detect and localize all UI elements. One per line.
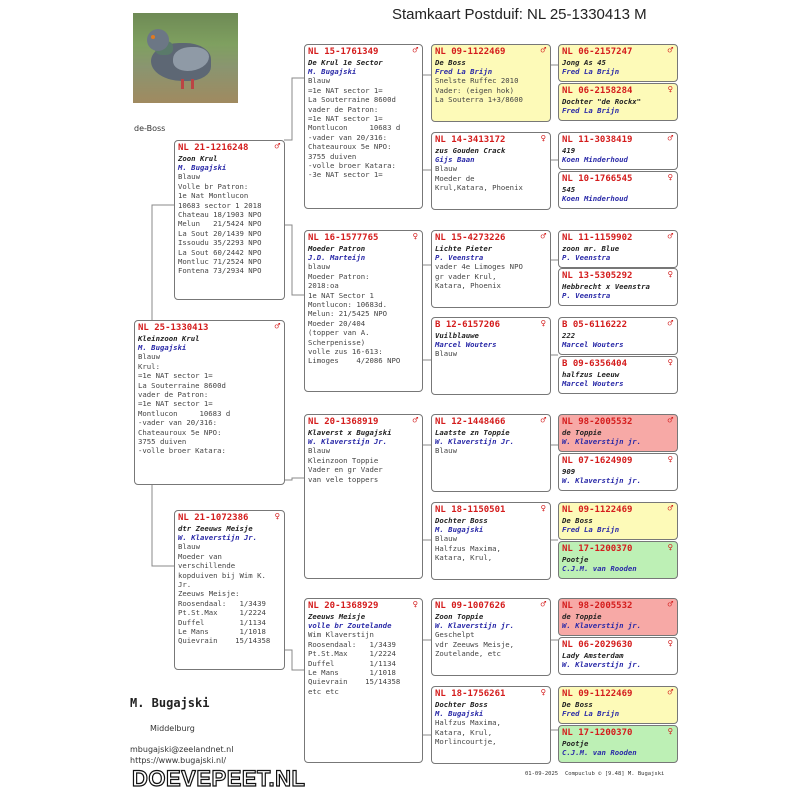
sex-icon: ♂	[540, 416, 546, 426]
pigeon-info-line: Chateau 18/1903 NPO	[178, 209, 262, 219]
ring-number: NL 09-1007626	[435, 601, 506, 611]
pigeon-info-line: vader de Patron:	[138, 389, 209, 399]
pigeon-info-line: Blauw	[308, 446, 330, 456]
ring-number: NL 06-2157247	[562, 47, 633, 57]
sex-icon: ♂	[667, 319, 673, 329]
pigeon-name: de Toppie	[562, 611, 602, 621]
pigeon-card-father-mother[interactable]	[304, 230, 423, 392]
pigeon-name: Hebbrecht x Veenstra	[562, 281, 650, 291]
pigeon-info-line: gr vader Krul,	[435, 271, 497, 281]
pigeon-info-line: Katara, Krul,	[435, 727, 493, 737]
pigeon-info-line: 3755 duiven	[308, 151, 357, 161]
pigeon-info-line: etc etc	[308, 686, 339, 696]
owner-name: W. Klaverstijn Jr.	[308, 436, 388, 446]
pigeon-card-gen5-8[interactable]	[558, 356, 678, 394]
pigeon-name: Pootje	[562, 738, 589, 748]
ring-number: NL 17-1200370	[562, 728, 633, 738]
pigeon-info-line: Blauw	[435, 164, 457, 174]
pigeon-name: Zeeuws Meisje	[308, 611, 366, 621]
pigeon-name: Lichte Pieter	[435, 243, 493, 253]
pigeon-name: Klaverst x Bugajski	[308, 427, 392, 437]
pigeon-name: Pootje	[562, 554, 589, 564]
pigeon-info-line: Blauw	[138, 352, 160, 362]
pigeon-name: 909	[562, 466, 576, 476]
pigeon-info-line: Duffel 1/1134	[308, 658, 396, 668]
pigeon-info-line: blauw	[308, 262, 330, 272]
pigeon-info-line: Katara, Phoenix	[435, 281, 501, 291]
pigeon-info-line: Scherpenisse)	[308, 337, 366, 347]
pigeon-name: Dochter "de Rockx"	[562, 96, 642, 106]
page-title: Stamkaart Postduif: NL 25-1330413 M	[392, 6, 647, 23]
pigeon-card-mother-mother[interactable]	[304, 598, 423, 763]
pigeon-name: Dochter Boss	[435, 515, 488, 525]
footer-credit: Compuclub © [9.48] M. Bugajski	[565, 771, 665, 777]
sex-icon: ♂	[540, 46, 546, 56]
owner-name: M. Bugajski	[178, 162, 227, 172]
footer-date: 01-09-2025	[525, 771, 559, 777]
pigeon-info-line: Halfzus Maxima,	[435, 718, 501, 728]
owner-name: M. Bugajski	[435, 524, 484, 534]
breeder-city: Middelburg	[150, 724, 195, 733]
pigeon-info-line: Montluc 71/2524 NPO	[178, 256, 262, 266]
pigeon-info-line: (topper van A.	[308, 328, 370, 338]
pigeon-info-line: vdr Zeeuws Meisje,	[435, 639, 515, 649]
ring-number: NL 11-1159902	[562, 233, 633, 243]
pigeon-info-line: Roosendaal: 1/3439	[178, 598, 266, 608]
pigeon-info-line: Montlucon: 10683d.	[308, 299, 388, 309]
owner-name: M. Bugajski	[138, 342, 187, 352]
pigeon-card-gen5-16[interactable]	[558, 725, 678, 763]
sex-icon: ♀	[667, 727, 673, 737]
pigeon-card-gen5-13[interactable]	[558, 598, 678, 636]
pigeon-info-line: Blauw	[435, 446, 457, 456]
breeder-email[interactable]: mbugajski@zeelandnet.nl	[130, 745, 234, 754]
pigeon-info-line: Moeder Patron:	[308, 271, 370, 281]
pigeon-name: Dochter Boss	[435, 699, 488, 709]
pigeon-info-line: Duffel 1/1134	[178, 617, 266, 627]
pigeon-name: 545	[562, 184, 576, 194]
owner-name: W. Klaverstijn jr.	[435, 620, 515, 630]
sex-icon: ♀	[412, 600, 418, 610]
pigeon-card-gen5-3[interactable]	[558, 132, 678, 170]
pigeon-info-line: Vader: (eigen hok)	[435, 85, 515, 95]
pigeon-card-father-father[interactable]	[304, 44, 423, 209]
pigeon-name: Zoon Krul	[178, 153, 218, 163]
owner-name: Fred La Brijn	[562, 66, 620, 76]
owner-name: P. Veenstra	[562, 290, 611, 300]
pigeon-info-line: -volle broer Katara:	[308, 160, 396, 170]
owner-name: Fred La Brijn	[435, 66, 493, 76]
pigeon-info-line: -3e NAT sector 1=	[308, 170, 383, 180]
ring-number: NL 06-2029630	[562, 640, 633, 650]
pigeon-info-line: vader 4e Limoges NPO	[435, 262, 523, 272]
pigeon-info-line: Chateauroux 5e NPO:	[308, 142, 392, 152]
sex-icon: ♂	[274, 142, 280, 152]
owner-name: Marcel Wouters	[435, 339, 497, 349]
ring-number: NL 15-4273226	[435, 233, 506, 243]
ring-number: NL 15-1761349	[308, 47, 379, 57]
sex-icon: ♂	[667, 46, 673, 56]
pigeon-card-gen5-15[interactable]	[558, 686, 678, 724]
ring-number: NL 21-1216248	[178, 143, 249, 153]
pigeon-info-line: Pt.St.Max 1/2224	[308, 649, 396, 659]
sex-icon: ♀	[540, 688, 546, 698]
pigeon-name: dtr Zeeuws Meisje	[178, 523, 253, 533]
pigeon-info-line: Melun 21/5424 NPO	[178, 219, 262, 229]
pigeon-info-line: La Souterraine 8600d	[138, 380, 226, 390]
pigeon-card-fmm[interactable]	[431, 317, 551, 395]
ring-number: NL 06-2158284	[562, 86, 633, 96]
pigeon-info-line: 1e Nat Montlucon	[178, 191, 249, 201]
pigeon-info-line: Limoges 4/2086 NPO	[308, 356, 401, 366]
pigeon-info-line: Moeder de	[435, 173, 475, 183]
pigeon-card-gen5-2[interactable]	[558, 83, 678, 121]
pigeon-card-fff[interactable]	[431, 44, 551, 122]
pigeon-card-gen5-9[interactable]	[558, 414, 678, 452]
pigeon-info-line: La Souterraine 8600d	[308, 95, 396, 105]
owner-name: P. Veenstra	[435, 252, 484, 262]
pigeon-name: Lady Amsterdam	[562, 650, 624, 660]
pigeon-card-mmm[interactable]	[431, 686, 551, 764]
pigeon-card-gen5-5[interactable]	[558, 230, 678, 268]
pigeon-card-fmf[interactable]	[431, 230, 551, 308]
pigeon-info-line: Chateauroux 5e NPO:	[138, 427, 222, 437]
ring-number: NL 98-2005532	[562, 601, 633, 611]
pigeon-name: De Boss	[435, 57, 466, 67]
ring-number: NL 18-1150501	[435, 505, 506, 515]
owner-name: Koen Minderhoud	[562, 154, 628, 164]
pigeon-card-subject[interactable]	[134, 320, 285, 485]
pigeon-info-line: Montlucon 10683 d	[308, 123, 401, 133]
pigeon-info-line: 2018:oa	[308, 281, 339, 291]
pigeon-info-line: Vader en gr Vader	[308, 465, 383, 475]
sex-icon: ♀	[667, 270, 673, 280]
ring-number: NL 18-1756261	[435, 689, 506, 699]
ring-number: NL 16-1577765	[308, 233, 379, 243]
photo-caption: de-Boss	[134, 124, 166, 133]
ring-number: NL 13-5305292	[562, 271, 633, 281]
pigeon-info-line: Geschelpt	[435, 630, 475, 640]
pigeon-info-line: kopduiven bij Wim K.	[178, 570, 266, 580]
pigeon-name: 419	[562, 145, 576, 155]
sex-icon: ♂	[540, 232, 546, 242]
ring-number: NL 09-1122469	[435, 47, 506, 57]
pigeon-info-line: Snelste Ruffec 2010	[435, 76, 519, 86]
pigeon-card-mfm[interactable]	[431, 502, 551, 580]
owner-name: M. Bugajski	[435, 708, 484, 718]
pigeon-info-line: Halfzus Maxima,	[435, 543, 501, 553]
pigeon-info-line: Pt.St.Max 1/2224	[178, 608, 266, 618]
owner-name: W. Klaverstijn Jr.	[178, 532, 258, 542]
ring-number: NL 98-2005532	[562, 417, 633, 427]
pigeon-info-line: 3755 duiven	[138, 436, 187, 446]
sex-icon: ♀	[540, 134, 546, 144]
pigeon-name: De Boss	[562, 515, 593, 525]
pigeon-info-line: vader de Patron:	[308, 104, 379, 114]
ring-number: NL 17-1200370	[562, 544, 633, 554]
pigeon-info-line: Issoudu 35/2293 NPO	[178, 238, 262, 248]
pigeon-info-line: Montlucon 10683 d	[138, 408, 231, 418]
ring-number: NL 21-1072386	[178, 513, 249, 523]
sex-icon: ♀	[667, 85, 673, 95]
ring-number: NL 09-1122469	[562, 689, 633, 699]
pigeon-info-line: Le Mans 1/1018	[178, 626, 266, 636]
pigeon-info-line: verschillende	[178, 561, 236, 571]
pigeon-card-mmf[interactable]	[431, 598, 551, 676]
owner-name: Fred La Brijn	[562, 105, 620, 115]
ring-number: B 09-6356404	[562, 359, 628, 369]
pigeon-info-line: Fontena 73/2934 NPO	[178, 266, 262, 276]
pigeon-info-line: =1e NAT sector 1=	[308, 113, 383, 123]
owner-name: C.J.M. van Rooden	[562, 747, 637, 757]
watermark-logo: DOEVEPEET.NL	[132, 766, 306, 791]
pigeon-info-line: Moeder van	[178, 551, 222, 561]
pigeon-info-line: Roosendaal: 1/3439	[308, 639, 396, 649]
pigeon-info-line: -volle broer Katara:	[138, 446, 226, 456]
ring-number: NL 11-3038419	[562, 135, 633, 145]
pigeon-card-gen5-14[interactable]	[558, 637, 678, 675]
pigeon-name: halfzus Leeuw	[562, 369, 620, 379]
pigeon-card-gen5-4[interactable]	[558, 171, 678, 209]
pigeon-info-line: Blauw	[308, 76, 330, 86]
pigeon-name: zus Gouden Crack	[435, 145, 506, 155]
pigeon-card-gen5-7[interactable]	[558, 317, 678, 355]
pigeon-info-line: Volle br Patron:	[178, 181, 249, 191]
sex-icon: ♀	[667, 358, 673, 368]
sex-icon: ♀	[540, 504, 546, 514]
pigeon-info-line: volle zus 16-613:	[308, 346, 383, 356]
sex-icon: ♀	[540, 319, 546, 329]
pigeon-card-gen5-10[interactable]	[558, 453, 678, 491]
pigeon-name: de Toppie	[562, 427, 602, 437]
pigeon-info-line: =1e NAT sector 1=	[138, 371, 213, 381]
pigeon-info-line: Moeder 20/404	[308, 318, 366, 328]
owner-name: Fred La Brijn	[562, 524, 620, 534]
pigeon-info-line: 10683 sector 1 2018	[178, 200, 262, 210]
pigeon-name: De Krul 1e Sector	[308, 57, 383, 67]
pigeon-card-gen5-1[interactable]	[558, 44, 678, 82]
pigeon-info-line: 1e NAT Sector 1	[308, 290, 374, 300]
owner-name: W. Klaverstijn jr.	[562, 436, 642, 446]
pigeon-info-line: Jr.	[178, 579, 192, 589]
pigeon-info-line: =1e NAT sector 1=	[308, 85, 383, 95]
owner-name: Koen Minderhoud	[562, 193, 628, 203]
sex-icon: ♂	[667, 134, 673, 144]
pigeon-name: Vuilblauwe	[435, 330, 479, 340]
owner-name: C.J.M. van Rooden	[562, 563, 637, 573]
sex-icon: ♂	[667, 504, 673, 514]
pigeon-name: 222	[562, 330, 576, 340]
sex-icon: ♂	[667, 416, 673, 426]
pigeon-info-line: Morlincourtje,	[435, 737, 497, 747]
sex-icon: ♀	[412, 232, 418, 242]
pigeon-info-line: Blauw	[178, 172, 200, 182]
ring-number: B 05-6116222	[562, 320, 628, 330]
pigeon-info-line: Katara, Krul,	[435, 553, 493, 563]
pigeon-info-line: Blauw	[435, 349, 457, 359]
owner-name: P. Veenstra	[562, 252, 611, 262]
pigeon-name: Kleinzoon Krul	[138, 333, 200, 343]
pigeon-card-mother-father[interactable]	[304, 414, 423, 579]
sex-icon: ♂	[412, 416, 418, 426]
sex-icon: ♀	[667, 639, 673, 649]
owner-name: M. Bugajski	[308, 66, 357, 76]
breeder-website[interactable]: https://www.bugajski.nl/	[130, 756, 227, 765]
pigeon-info-line: Kleinzoon Toppie	[308, 455, 379, 465]
pigeon-card-ffm[interactable]	[431, 132, 551, 210]
ring-number: NL 09-1122469	[562, 505, 633, 515]
sex-icon: ♂	[667, 688, 673, 698]
owner-name: Fred La Brijn	[562, 708, 620, 718]
pigeon-name: Laatste zn Toppie	[435, 427, 510, 437]
pigeon-card-gen5-11[interactable]	[558, 502, 678, 540]
pigeon-info-line: Quievrain 15/14358	[308, 677, 401, 687]
pigeon-info-line: Blauw	[178, 542, 200, 552]
ring-number: NL 12-1448466	[435, 417, 506, 427]
pigeon-name: Zoon Toppie	[435, 611, 484, 621]
owner-name: Marcel Wouters	[562, 378, 624, 388]
ring-number: NL 07-1624909	[562, 456, 633, 466]
owner-name: J.D. Marteijn	[308, 252, 366, 262]
pigeon-info-line: Le Mans 1/1018	[308, 667, 396, 677]
pigeon-name: Moeder Patron	[308, 243, 366, 253]
sex-icon: ♂	[412, 46, 418, 56]
owner-name: W. Klaverstijn jr.	[562, 475, 642, 485]
pigeon-info-line: Zeeuws Meisje:	[178, 589, 240, 599]
sex-icon: ♂	[540, 600, 546, 610]
pigeon-name: zoon mr. Blue	[562, 243, 620, 253]
pigeon-card-gen5-6[interactable]	[558, 268, 678, 306]
pigeon-info-line: La Sout 20/1439 NPO	[178, 228, 262, 238]
sex-icon: ♀	[667, 543, 673, 553]
pigeon-info-line: -vader van 20/316:	[138, 418, 218, 428]
ring-number: NL 10-1766545	[562, 174, 633, 184]
sex-icon: ♂	[667, 232, 673, 242]
owner-name: Marcel Wouters	[562, 339, 624, 349]
ring-number: NL 14-3413172	[435, 135, 506, 145]
pigeon-name: Jong As 45	[562, 57, 606, 67]
owner-name: volle br Zoutelande	[308, 620, 392, 630]
pigeon-info-line: La Sout 60/2442 NPO	[178, 247, 262, 257]
pigeon-info-line: Zoutelande, etc	[435, 649, 501, 659]
pigeon-info-line: =1e NAT sector 1=	[138, 399, 213, 409]
owner-name: W. Klaverstijn jr.	[562, 620, 642, 630]
pigeon-name: De Boss	[562, 699, 593, 709]
sex-icon: ♀	[667, 173, 673, 183]
sex-icon: ♀	[667, 455, 673, 465]
pigeon-info-line: Wim Klaverstijn	[308, 630, 374, 640]
ring-number: NL 20-1368929	[308, 601, 379, 611]
owner-name: W. Klaverstijn Jr.	[435, 436, 515, 446]
pigeon-info-line: Melun: 21/5425 NPO	[308, 309, 388, 319]
pigeon-info-line: La Souterra 1+3/8600	[435, 95, 523, 105]
owner-name: W. Klaverstijn jr.	[562, 659, 642, 669]
pigeon-info-line: Quievrain 15/14358	[178, 636, 271, 646]
sex-icon: ♂	[274, 322, 280, 332]
pigeon-card-mff[interactable]	[431, 414, 551, 492]
sex-icon: ♂	[667, 600, 673, 610]
owner-name: Gijs Baan	[435, 154, 475, 164]
ring-number: NL 20-1368919	[308, 417, 379, 427]
pigeon-card-mother[interactable]	[174, 510, 285, 670]
ring-number: NL 25-1330413	[138, 323, 209, 333]
pigeon-card-gen5-12[interactable]	[558, 541, 678, 579]
pigeon-info-line: van vele toppers	[308, 474, 379, 484]
pigeon-info-line: Krul:	[138, 361, 160, 371]
ring-number: B 12-6157206	[435, 320, 501, 330]
pigeon-info-line: -vader van 20/316:	[308, 132, 388, 142]
pigeon-info-line: Krul,Katara, Phoenix	[435, 183, 523, 193]
breeder-name: M. Bugajski	[130, 696, 210, 710]
sex-icon: ♀	[274, 512, 280, 522]
pigeon-info-line: Blauw	[435, 534, 457, 544]
pigeon-card-father[interactable]	[174, 140, 285, 300]
